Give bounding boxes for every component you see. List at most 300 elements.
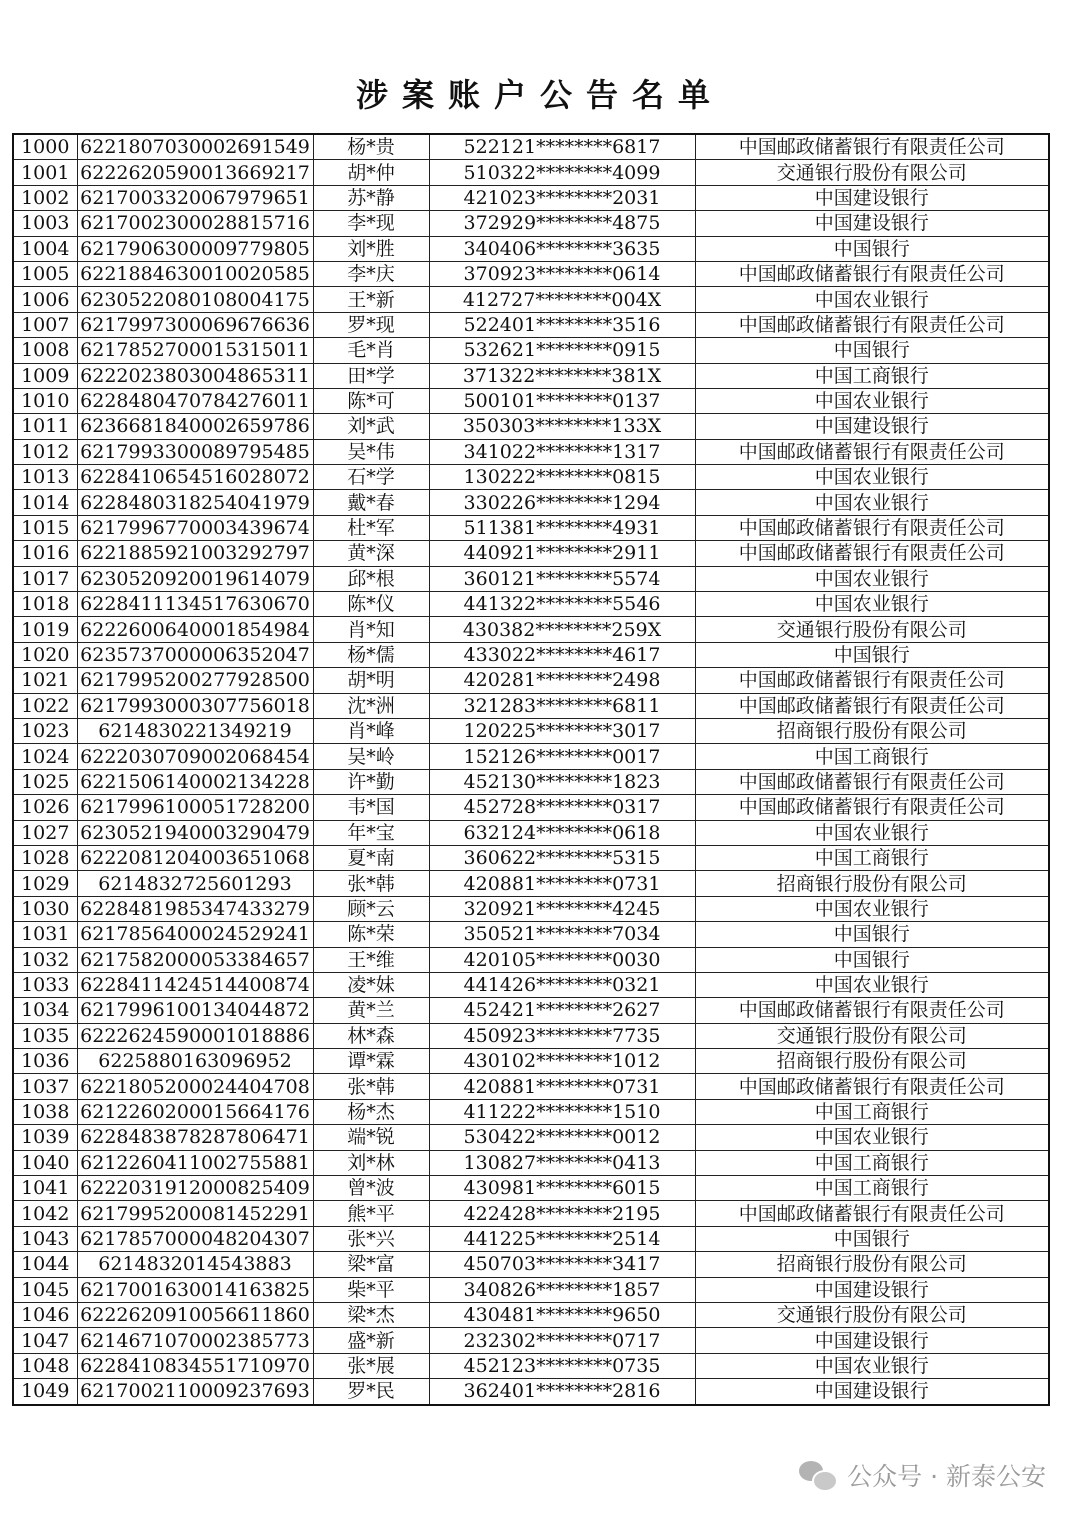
bank-name-cell: 中国工商银行 (695, 1099, 1049, 1124)
bank-name-cell: 中国邮政储蓄银行有限责任公司 (695, 693, 1049, 718)
account-number-cell: 6222030709002068454 (77, 744, 313, 769)
bank-name-cell: 招商银行股份有限公司 (695, 1252, 1049, 1277)
bank-name-cell: 中国建设银行 (695, 414, 1049, 439)
row-number-cell: 1028 (13, 845, 77, 870)
id-number-cell: 320921********4245 (429, 896, 695, 921)
row-number-cell: 1046 (13, 1302, 77, 1327)
table-row (13, 160, 1049, 185)
bank-name-cell: 中国工商银行 (695, 1176, 1049, 1201)
table-row (13, 1074, 1049, 1099)
bank-name-cell: 中国建设银行 (695, 185, 1049, 210)
id-number-cell: 130827********0413 (429, 1150, 695, 1175)
holder-name-cell: 陈*荣 (313, 922, 429, 947)
table-row (13, 490, 1049, 515)
holder-name-cell: 胡*明 (313, 668, 429, 693)
id-number-cell: 452130********1823 (429, 769, 695, 794)
table-row (13, 998, 1049, 1023)
row-number-cell: 1033 (13, 972, 77, 997)
row-number-cell: 1017 (13, 566, 77, 591)
id-number-cell: 350303********133X (429, 414, 695, 439)
row-number-cell: 1048 (13, 1353, 77, 1378)
holder-name-cell: 肖*峰 (313, 718, 429, 743)
holder-name-cell: 张*韩 (313, 1074, 429, 1099)
id-number-cell: 532621********0915 (429, 338, 695, 363)
row-number-cell: 1029 (13, 871, 77, 896)
id-number-cell: 632124********0618 (429, 820, 695, 845)
table-row (13, 896, 1049, 921)
row-number-cell: 1002 (13, 185, 77, 210)
id-number-cell: 321283********6811 (429, 693, 695, 718)
row-number-cell: 1006 (13, 287, 77, 312)
table-row (13, 1125, 1049, 1150)
bank-name-cell: 中国工商银行 (695, 744, 1049, 769)
bank-name-cell: 中国邮政储蓄银行有限责任公司 (695, 1201, 1049, 1226)
id-number-cell: 370923********0614 (429, 261, 695, 286)
id-number-cell: 511381********4931 (429, 515, 695, 540)
id-number-cell: 232302********0717 (429, 1328, 695, 1353)
row-number-cell: 1030 (13, 896, 77, 921)
row-number-cell: 1013 (13, 465, 77, 490)
id-number-cell: 371322********381X (429, 363, 695, 388)
bank-name-cell: 交通银行股份有限公司 (695, 1023, 1049, 1048)
bank-name-cell: 中国建设银行 (695, 1328, 1049, 1353)
holder-name-cell: 刘*胜 (313, 236, 429, 261)
account-number-cell: 6230521940003290479 (77, 820, 313, 845)
account-number-cell: 6217996770003439674 (77, 515, 313, 540)
bank-name-cell: 招商银行股份有限公司 (695, 1049, 1049, 1074)
table-row (13, 566, 1049, 591)
table-row (13, 439, 1049, 464)
bank-name-cell: 中国农业银行 (695, 287, 1049, 312)
row-number-cell: 1001 (13, 160, 77, 185)
holder-name-cell: 黄*深 (313, 541, 429, 566)
holder-name-cell: 刘*林 (313, 1150, 429, 1175)
account-number-cell: 6217003320067979651 (77, 185, 313, 210)
holder-name-cell: 夏*南 (313, 845, 429, 870)
account-number-cell: 6217002300028815716 (77, 211, 313, 236)
table-row (13, 1302, 1049, 1327)
id-number-cell: 522121********6817 (429, 134, 695, 160)
table-row (13, 261, 1049, 286)
bank-name-cell: 中国邮政储蓄银行有限责任公司 (695, 134, 1049, 160)
row-number-cell: 1024 (13, 744, 77, 769)
row-number-cell: 1018 (13, 592, 77, 617)
holder-name-cell: 苏*静 (313, 185, 429, 210)
bank-name-cell: 中国工商银行 (695, 845, 1049, 870)
bank-name-cell: 中国农业银行 (695, 1125, 1049, 1150)
bank-name-cell: 中国建设银行 (695, 1277, 1049, 1302)
id-number-cell: 420105********0030 (429, 947, 695, 972)
row-number-cell: 1016 (13, 541, 77, 566)
holder-name-cell: 沈*洲 (313, 693, 429, 718)
id-number-cell: 420881********0731 (429, 1074, 695, 1099)
bank-name-cell: 中国邮政储蓄银行有限责任公司 (695, 998, 1049, 1023)
row-number-cell: 1005 (13, 261, 77, 286)
row-number-cell: 1021 (13, 668, 77, 693)
holder-name-cell: 罗*现 (313, 312, 429, 337)
account-number-cell: 6228481985347433279 (77, 896, 313, 921)
id-number-cell: 500101********0137 (429, 388, 695, 413)
row-number-cell: 1012 (13, 439, 77, 464)
id-number-cell: 530422********0012 (429, 1125, 695, 1150)
row-number-cell: 1026 (13, 795, 77, 820)
account-number-cell: 6222023803004865311 (77, 363, 313, 388)
account-number-cell: 6217852700015315011 (77, 338, 313, 363)
row-number-cell: 1042 (13, 1201, 77, 1226)
bank-name-cell: 中国工商银行 (695, 363, 1049, 388)
row-number-cell: 1047 (13, 1328, 77, 1353)
account-number-cell: 6222081204003651068 (77, 845, 313, 870)
account-number-cell: 6221885921003292797 (77, 541, 313, 566)
holder-name-cell: 谭*霖 (313, 1049, 429, 1074)
row-number-cell: 1010 (13, 388, 77, 413)
table-row (13, 414, 1049, 439)
id-number-cell: 130222********0815 (429, 465, 695, 490)
holder-name-cell: 韦*国 (313, 795, 429, 820)
id-number-cell: 430481********9650 (429, 1302, 695, 1327)
bank-name-cell: 中国农业银行 (695, 592, 1049, 617)
row-number-cell: 1023 (13, 718, 77, 743)
bank-name-cell: 中国银行 (695, 947, 1049, 972)
bank-name-cell: 中国邮政储蓄银行有限责任公司 (695, 541, 1049, 566)
bank-name-cell: 中国农业银行 (695, 490, 1049, 515)
id-number-cell: 422428********2195 (429, 1201, 695, 1226)
table-row (13, 922, 1049, 947)
holder-name-cell: 胡*仲 (313, 160, 429, 185)
bank-name-cell: 中国邮政储蓄银行有限责任公司 (695, 261, 1049, 286)
row-number-cell: 1040 (13, 1150, 77, 1175)
account-table-body (13, 134, 1049, 1405)
holder-name-cell: 石*学 (313, 465, 429, 490)
bank-name-cell: 中国邮政储蓄银行有限责任公司 (695, 668, 1049, 693)
row-number-cell: 1025 (13, 769, 77, 794)
bank-name-cell: 中国工商银行 (695, 1150, 1049, 1175)
id-number-cell: 430382********259X (429, 617, 695, 642)
holder-name-cell: 曾*波 (313, 1176, 429, 1201)
table-row (13, 1049, 1049, 1074)
holder-name-cell: 李*现 (313, 211, 429, 236)
row-number-cell: 1037 (13, 1074, 77, 1099)
holder-name-cell: 吴*伟 (313, 439, 429, 464)
row-number-cell: 1043 (13, 1226, 77, 1251)
table-row (13, 1201, 1049, 1226)
holder-name-cell: 李*庆 (313, 261, 429, 286)
account-number-cell: 6214832725601293 (77, 871, 313, 896)
table-row (13, 134, 1049, 160)
bank-name-cell: 中国邮政储蓄银行有限责任公司 (695, 1074, 1049, 1099)
holder-name-cell: 梁*杰 (313, 1302, 429, 1327)
holder-name-cell: 张*兴 (313, 1226, 429, 1251)
id-number-cell: 452123********0735 (429, 1353, 695, 1378)
account-number-cell: 6217993300089795485 (77, 439, 313, 464)
bank-name-cell: 中国邮政储蓄银行有限责任公司 (695, 439, 1049, 464)
account-table (12, 133, 1050, 1406)
row-number-cell: 1004 (13, 236, 77, 261)
row-number-cell: 1039 (13, 1125, 77, 1150)
row-number-cell: 1007 (13, 312, 77, 337)
account-number-cell: 6228411424514400874 (77, 972, 313, 997)
row-number-cell: 1032 (13, 947, 77, 972)
bank-name-cell: 交通银行股份有限公司 (695, 1302, 1049, 1327)
table-row (13, 1252, 1049, 1277)
row-number-cell: 1009 (13, 363, 77, 388)
row-number-cell: 1008 (13, 338, 77, 363)
table-row (13, 642, 1049, 667)
bank-name-cell: 中国农业银行 (695, 388, 1049, 413)
id-number-cell: 152126********0017 (429, 744, 695, 769)
holder-name-cell: 吴*岭 (313, 744, 429, 769)
row-number-cell: 1019 (13, 617, 77, 642)
id-number-cell: 360121********5574 (429, 566, 695, 591)
row-number-cell: 1000 (13, 134, 77, 160)
bank-name-cell: 中国银行 (695, 922, 1049, 947)
holder-name-cell: 林*森 (313, 1023, 429, 1048)
table-row (13, 744, 1049, 769)
holder-name-cell: 陈*仪 (313, 592, 429, 617)
account-number-cell: 6214830221349219 (77, 718, 313, 743)
table-row (13, 1099, 1049, 1124)
bank-name-cell: 中国建设银行 (695, 1379, 1049, 1405)
bank-name-cell: 中国农业银行 (695, 972, 1049, 997)
id-number-cell: 372929********4875 (429, 211, 695, 236)
bank-name-cell: 招商银行股份有限公司 (695, 871, 1049, 896)
account-number-cell: 6212260200015664176 (77, 1099, 313, 1124)
row-number-cell: 1020 (13, 642, 77, 667)
row-number-cell: 1044 (13, 1252, 77, 1277)
row-number-cell: 1036 (13, 1049, 77, 1074)
bank-name-cell: 中国邮政储蓄银行有限责任公司 (695, 795, 1049, 820)
id-number-cell: 441225********2514 (429, 1226, 695, 1251)
account-number-cell: 6236681840002659786 (77, 414, 313, 439)
table-row (13, 668, 1049, 693)
row-number-cell: 1035 (13, 1023, 77, 1048)
account-number-cell: 6217906300009779805 (77, 236, 313, 261)
account-number-cell: 6235737000006352047 (77, 642, 313, 667)
watermark (799, 1455, 1046, 1495)
table-row (13, 1150, 1049, 1175)
id-number-cell: 350521********7034 (429, 922, 695, 947)
table-row (13, 845, 1049, 870)
table-row (13, 1379, 1049, 1405)
account-number-cell: 6228480470784276011 (77, 388, 313, 413)
id-number-cell: 433022********4617 (429, 642, 695, 667)
bank-name-cell: 中国农业银行 (695, 820, 1049, 845)
row-number-cell: 1022 (13, 693, 77, 718)
table-row (13, 718, 1049, 743)
holder-name-cell: 罗*民 (313, 1379, 429, 1405)
id-number-cell: 522401********3516 (429, 312, 695, 337)
bank-name-cell: 中国银行 (695, 1226, 1049, 1251)
bank-name-cell: 中国农业银行 (695, 465, 1049, 490)
table-row (13, 769, 1049, 794)
account-number-cell: 6230522080108004175 (77, 287, 313, 312)
id-number-cell: 411222********1510 (429, 1099, 695, 1124)
row-number-cell: 1015 (13, 515, 77, 540)
account-number-cell: 6228410834551710970 (77, 1353, 313, 1378)
holder-name-cell: 杨*杰 (313, 1099, 429, 1124)
id-number-cell: 450703********3417 (429, 1252, 695, 1277)
account-number-cell: 6212260411002755881 (77, 1150, 313, 1175)
holder-name-cell: 陈*可 (313, 388, 429, 413)
account-number-cell: 6222624590001018886 (77, 1023, 313, 1048)
holder-name-cell: 王*新 (313, 287, 429, 312)
account-number-cell: 6217582000053384657 (77, 947, 313, 972)
id-number-cell: 330226********1294 (429, 490, 695, 515)
row-number-cell: 1034 (13, 998, 77, 1023)
id-number-cell: 420281********2498 (429, 668, 695, 693)
table-row (13, 312, 1049, 337)
bank-name-cell: 交通银行股份有限公司 (695, 160, 1049, 185)
bank-name-cell: 中国农业银行 (695, 566, 1049, 591)
id-number-cell: 441322********5546 (429, 592, 695, 617)
table-row (13, 592, 1049, 617)
table-row (13, 236, 1049, 261)
id-number-cell: 452728********0317 (429, 795, 695, 820)
table-row (13, 693, 1049, 718)
row-number-cell: 1031 (13, 922, 77, 947)
holder-name-cell: 张*展 (313, 1353, 429, 1378)
table-row (13, 617, 1049, 642)
bank-name-cell: 中国银行 (695, 236, 1049, 261)
holder-name-cell: 邱*根 (313, 566, 429, 591)
account-number-cell: 6217002110009237693 (77, 1379, 313, 1405)
id-number-cell: 120225********3017 (429, 718, 695, 743)
holder-name-cell: 年*宝 (313, 820, 429, 845)
account-number-cell: 6217997300069676636 (77, 312, 313, 337)
holder-name-cell: 戴*春 (313, 490, 429, 515)
watermark-text: 公众号 · 新泰公安 (847, 1462, 1046, 1491)
table-row (13, 541, 1049, 566)
page-title: 涉案账户公告名单 (355, 76, 724, 114)
bank-name-cell: 中国邮政储蓄银行有限责任公司 (695, 769, 1049, 794)
table-row (13, 972, 1049, 997)
table-row (13, 1353, 1049, 1378)
holder-name-cell: 杨*儒 (313, 642, 429, 667)
holder-name-cell: 杨*贵 (313, 134, 429, 160)
table-row (13, 1176, 1049, 1201)
account-number-cell: 6221805200024404708 (77, 1074, 313, 1099)
id-number-cell: 450923********7735 (429, 1023, 695, 1048)
id-number-cell: 341022********1317 (429, 439, 695, 464)
holder-name-cell: 杜*军 (313, 515, 429, 540)
id-number-cell: 510322********4099 (429, 160, 695, 185)
table-row (13, 795, 1049, 820)
id-number-cell: 420881********0731 (429, 871, 695, 896)
row-number-cell: 1003 (13, 211, 77, 236)
account-number-cell: 6222600640001854984 (77, 617, 313, 642)
table-row (13, 947, 1049, 972)
account-number-cell: 6214832014543883 (77, 1252, 313, 1277)
account-number-cell: 6228410654516028072 (77, 465, 313, 490)
account-number-cell: 6225880163096952 (77, 1049, 313, 1074)
account-number-cell: 6228480318254041979 (77, 490, 313, 515)
account-number-cell: 6217001630014163825 (77, 1277, 313, 1302)
account-number-cell: 6228483878287806471 (77, 1125, 313, 1150)
holder-name-cell: 黄*兰 (313, 998, 429, 1023)
bank-name-cell: 中国建设银行 (695, 211, 1049, 236)
id-number-cell: 440921********2911 (429, 541, 695, 566)
row-number-cell: 1041 (13, 1176, 77, 1201)
account-number-cell: 6221884630010020585 (77, 261, 313, 286)
table-row (13, 515, 1049, 540)
table-row (13, 388, 1049, 413)
table-row (13, 338, 1049, 363)
row-number-cell: 1045 (13, 1277, 77, 1302)
bank-name-cell: 中国农业银行 (695, 1353, 1049, 1378)
account-number-cell: 6222620590013669217 (77, 160, 313, 185)
row-number-cell: 1011 (13, 414, 77, 439)
id-number-cell: 360622********5315 (429, 845, 695, 870)
wechat-icon (799, 1459, 837, 1491)
holder-name-cell: 刘*武 (313, 414, 429, 439)
account-number-cell: 6221506140002134228 (77, 769, 313, 794)
account-number-cell: 6222620910056611860 (77, 1302, 313, 1327)
bank-name-cell: 招商银行股份有限公司 (695, 718, 1049, 743)
bank-name-cell: 中国邮政储蓄银行有限责任公司 (695, 312, 1049, 337)
account-number-cell: 6217996100134044872 (77, 998, 313, 1023)
table-row (13, 1023, 1049, 1048)
id-number-cell: 441426********0321 (429, 972, 695, 997)
holder-name-cell: 端*锐 (313, 1125, 429, 1150)
holder-name-cell: 柴*平 (313, 1277, 429, 1302)
table-row (13, 185, 1049, 210)
holder-name-cell: 张*韩 (313, 871, 429, 896)
table-row (13, 465, 1049, 490)
account-number-cell: 6217995200277928500 (77, 668, 313, 693)
id-number-cell: 452421********2627 (429, 998, 695, 1023)
id-number-cell: 412727********004X (429, 287, 695, 312)
account-number-cell: 6230520920019614079 (77, 566, 313, 591)
account-number-cell: 6222031912000825409 (77, 1176, 313, 1201)
id-number-cell: 340406********3635 (429, 236, 695, 261)
table-row (13, 820, 1049, 845)
row-number-cell: 1038 (13, 1099, 77, 1124)
account-number-cell: 6217993000307756018 (77, 693, 313, 718)
id-number-cell: 340826********1857 (429, 1277, 695, 1302)
row-number-cell: 1014 (13, 490, 77, 515)
table-row (13, 287, 1049, 312)
account-number-cell: 6228411134517630670 (77, 592, 313, 617)
holder-name-cell: 毛*肖 (313, 338, 429, 363)
table-row (13, 871, 1049, 896)
bank-name-cell: 中国邮政储蓄银行有限责任公司 (695, 515, 1049, 540)
bank-name-cell: 中国银行 (695, 642, 1049, 667)
account-number-cell: 6217995200081452291 (77, 1201, 313, 1226)
id-number-cell: 362401********2816 (429, 1379, 695, 1405)
id-number-cell: 430102********1012 (429, 1049, 695, 1074)
account-number-cell: 6217856400024529241 (77, 922, 313, 947)
id-number-cell: 421023********2031 (429, 185, 695, 210)
holder-name-cell: 许*勤 (313, 769, 429, 794)
row-number-cell: 1027 (13, 820, 77, 845)
row-number-cell: 1049 (13, 1379, 77, 1405)
holder-name-cell: 熊*平 (313, 1201, 429, 1226)
id-number-cell: 430981********6015 (429, 1176, 695, 1201)
account-number-cell: 6214671070002385773 (77, 1328, 313, 1353)
holder-name-cell: 凌*妹 (313, 972, 429, 997)
holder-name-cell: 梁*富 (313, 1252, 429, 1277)
account-number-cell: 6221807030002691549 (77, 134, 313, 160)
holder-name-cell: 肖*知 (313, 617, 429, 642)
table-row (13, 1226, 1049, 1251)
account-number-cell: 6217996100051728200 (77, 795, 313, 820)
bank-name-cell: 交通银行股份有限公司 (695, 617, 1049, 642)
table-row (13, 211, 1049, 236)
bank-name-cell: 中国农业银行 (695, 896, 1049, 921)
account-number-cell: 6217857000048204307 (77, 1226, 313, 1251)
table-row (13, 363, 1049, 388)
holder-name-cell: 顾*云 (313, 896, 429, 921)
